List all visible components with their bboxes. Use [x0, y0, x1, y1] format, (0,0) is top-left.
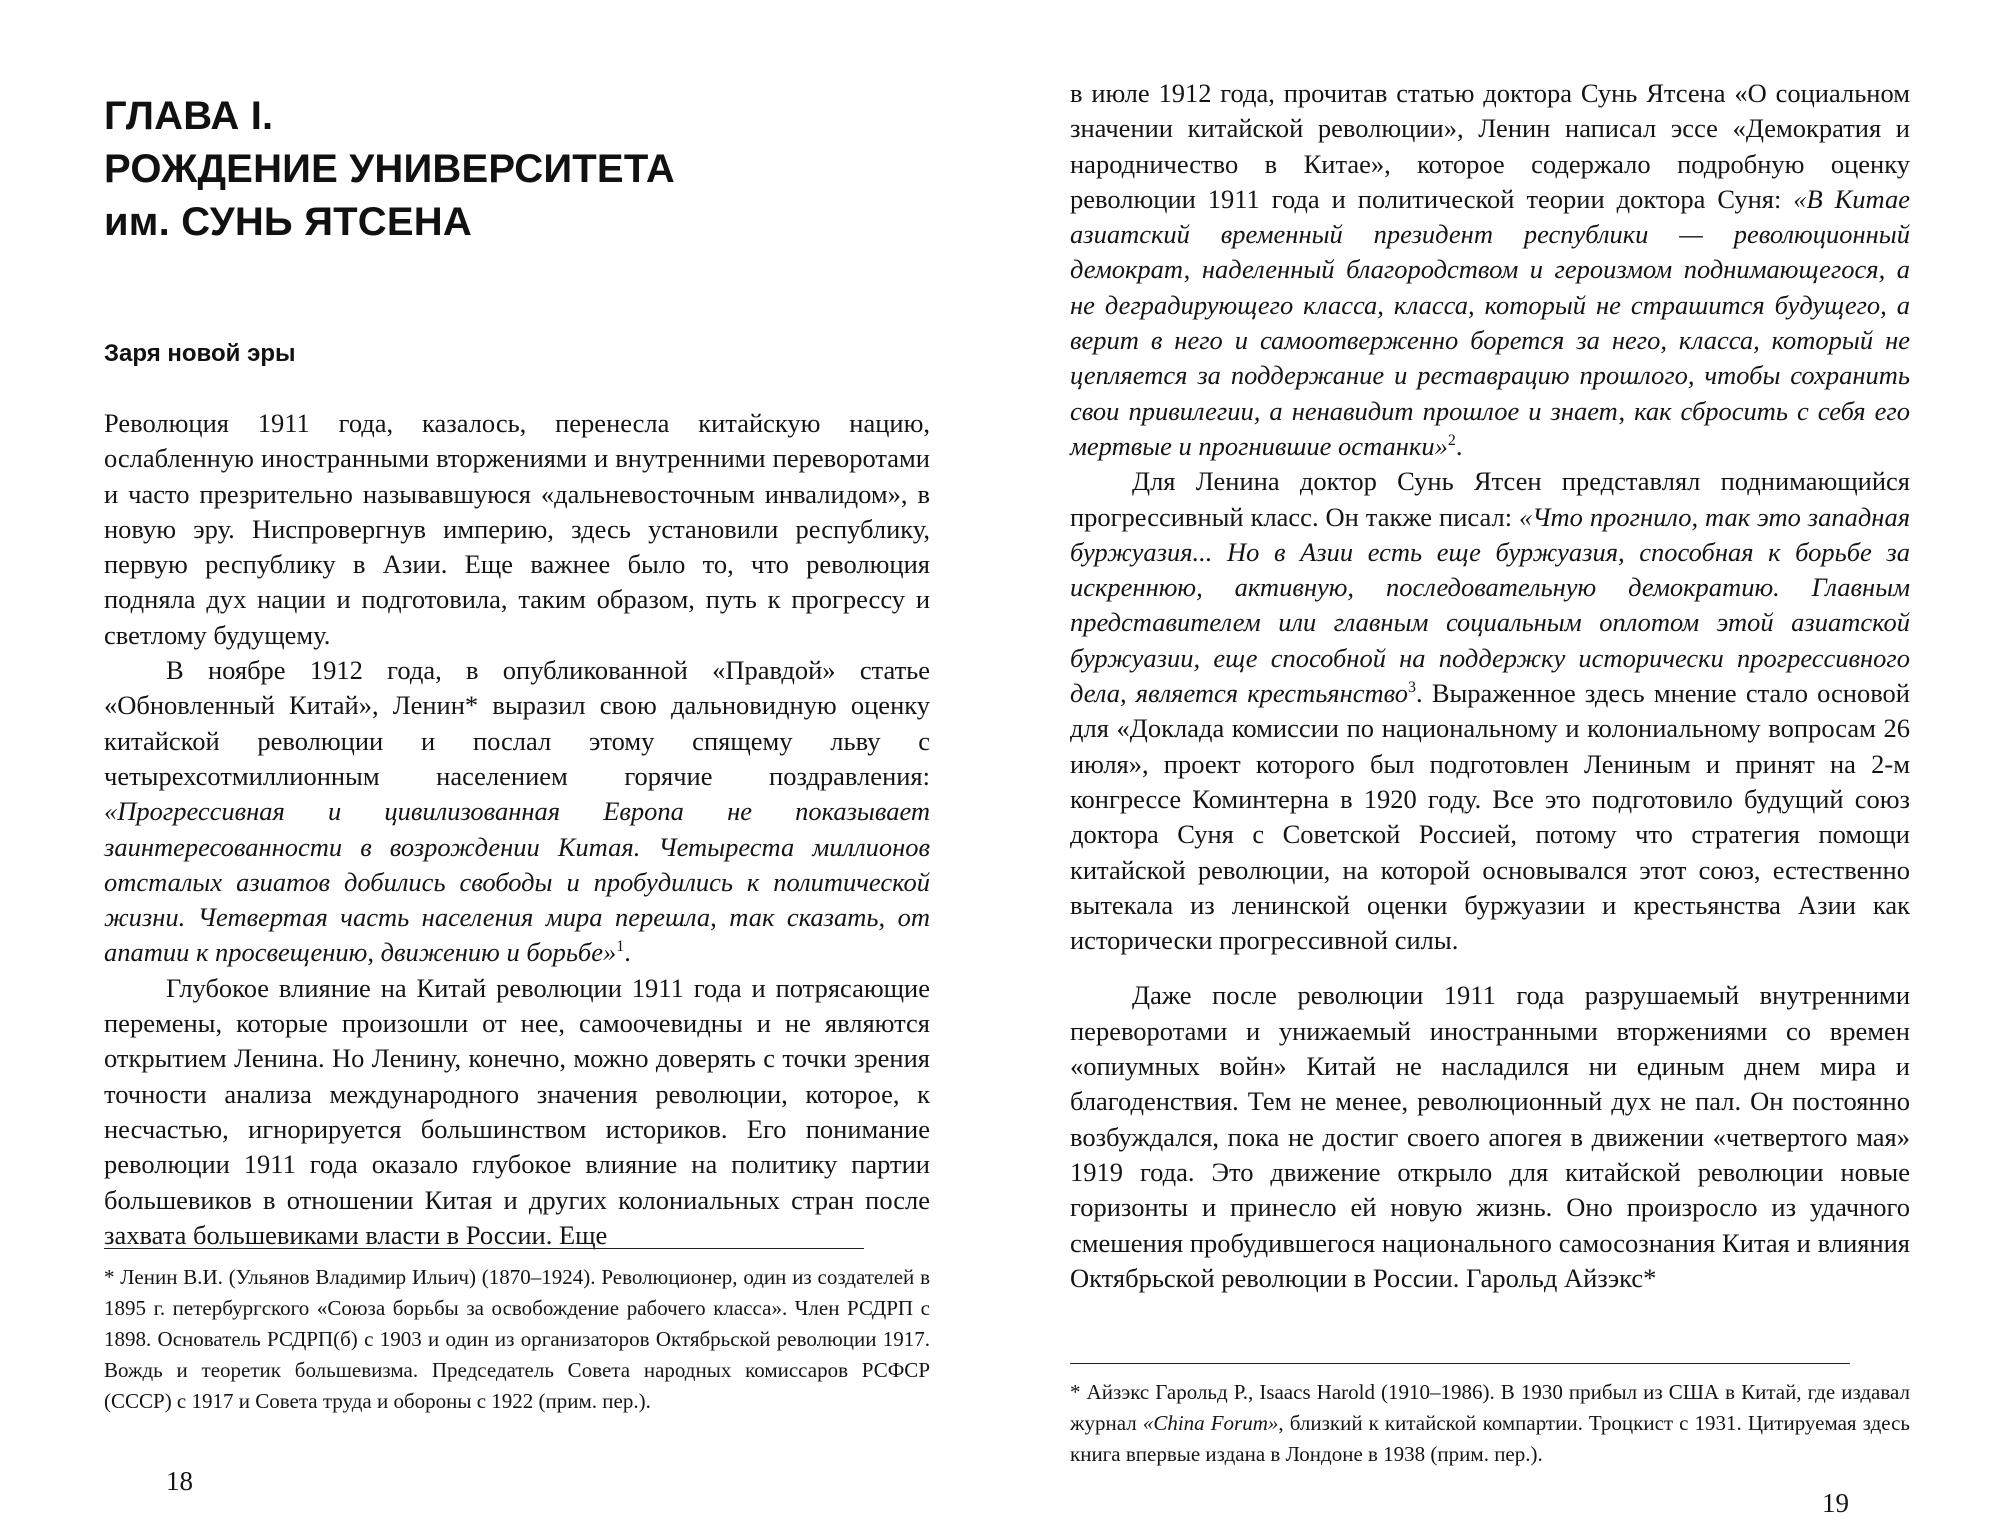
- lenin-quote: «Что прогнило, так это западная буржуазия... Но в Азии есть еще буржуазия, способная к борьбе за искреннюю, активную, последовательную демократию. Главным представителем или главным социальным оплотом этой азиатской буржуазии, еще способной на поддержку исторически прогрессивного дела, является крестьянство: [1070, 501, 1911, 709]
- footnote-text-start: * Айзэкс Гарольд Р., Isaacs Harold (1910–1986). В 1930 прибыл из США в Китай, где издавал журнал: [1070, 1380, 1910, 1435]
- page-number: 18: [166, 1466, 193, 1496]
- chapter-title-line-1: ГЛАВА I.: [104, 94, 274, 138]
- right-body-text: [1070, 76, 1910, 1296]
- footnote: [104, 1262, 930, 1417]
- paragraph: Революция 1911 года, казалось, перенесла китайскую нацию, ослабленную иностранными вторжениями и внутренними переворотами и часто презрительно называвшуюся «дальневосточным инвалидом», в новую эру. Ниспровергнув империю, здесь установили республику, первую республику в Азии. Еще важнее было то, что революция подняла дух нации и подготовила, таким образом, путь к прогрессу и светлому будущему.: [104, 408, 930, 650]
- chapter-title-line-2: РОЖДЕНИЕ УНИВЕРСИТЕТА: [104, 147, 676, 191]
- footnote-ref: 1: [616, 938, 625, 956]
- footnote-text: [1070, 1377, 1910, 1470]
- paragraph: [1070, 76, 1910, 464]
- paragraph-end: .: [624, 937, 631, 968]
- paragraph-text: в июле 1912 года, прочитав статью доктора Сунь Ятсена «О социальном значении китайской революции», Ленин написал эссе «Демократия и народничество в Китае», которое содержало подробную оценку революции 1911 года и политической теории доктора Суня:: [1070, 78, 1910, 214]
- page-number: 19: [1822, 1488, 1849, 1518]
- right-page: [1000, 0, 2000, 1529]
- paragraph-end: .: [1455, 430, 1463, 461]
- journal-title: «China Forum»: [1142, 1411, 1279, 1435]
- footnote-rule: [1070, 1363, 1850, 1364]
- footnote-rule: [104, 1248, 864, 1249]
- lenin-quote: «Прогрессивная и цивилизованная Европа не показывает заинтересованности в возрождении Китая. Четыреста миллионов отсталых азиатов добились свободы и пробудились к политической жизни. Четвертая часть населения мира перешла, так сказать, от апатии к просвещению, движению и борьбе»: [104, 796, 930, 968]
- paragraph-text: В ноябре 1912 года, в опубликованной «Правдой» статье «Обновленный Китай», Ленин* выразил свою дальновидную оценку китайской революции и послал этому спящему льву с четырехсотмиллионным населением горячие поздравления:: [104, 655, 930, 791]
- paragraph: Даже после революции 1911 года разрушаемый внутренними переворотами и унижаемый иностранными вторжениями со времен «опиумных войн» Китай не насладился ни единым днем мира и благоденствия. Тем не менее, революционный дух не пал. Он постоянно возбуждался, пока не достиг своего апогея в движении «четвертого мая» 1919 года. Это движение открыло для китайской революции новые горизонты и принесло ей новую жизнь. Оно произросло из удачного смешения пробудившегося национального самосознания Китая и влияния Октябрьской революции в России. Гарольд Айзэкс*: [1070, 980, 1910, 1293]
- chapter-title-line-3: им. СУНЬ ЯТСЕНА: [104, 200, 472, 244]
- paragraph-text: . Выраженное здесь мнение стало основой для «Доклада комиссии по национальному и колониальному вопросам 26 июля», проект которого был подготовлен Лениным и принят на 2-м конгрессе Коминтерна в 1920 году. Все это подготовило будущий союз доктора Суня с Советской Россией, потому что стратегия помощи китайской революции, на которой основывался этот союз, естественно вытекала из ленинской оценки буржуазии и крестьянства Азии как исторически прогрессивной силы.: [1070, 678, 1910, 956]
- footnote-ref: 3: [1408, 679, 1417, 697]
- left-body-text: [104, 406, 930, 1253]
- footnote-ref: 2: [1447, 432, 1456, 450]
- lenin-quote: «В Китае азиатский временный президент республики — революционный демократ, наделенный благородством и героизмом поднимающегося, а не деградирующего класса, класса, который не страшится будущего, а верит в него и самоотверженно борется за него, класса, который не цепляется за поддержание и реставрацию прошлого, чтобы сохранить свои привилегии, а ненавидит прошлое и знает, как сбросить с себя его мертвые и прогнившие останки»: [1070, 183, 1910, 461]
- paragraph: [1070, 464, 1910, 958]
- footnote-text: * Ленин В.И. (Ульянов Владимир Ильич) (1870–1924). Революционер, один из создателей в 1895 г. петербургского «Союза борьбы за освобождение рабочего класса». Член РСДРП с 1898. Основатель РСДРП(б) с 1903 и один из организаторов Октябрьской революции 1917. Вождь и теоретик большевизма. Председатель Совета народных комиссаров РСФСР (СССР) с 1917 и Совета труда и обороны с 1922 (прим. пер.).: [104, 1265, 930, 1413]
- paragraph-text: Для Ленина доктор Сунь Ятсен представлял поднимающийся прогрессивный класс. Он также писал:: [1070, 466, 1910, 532]
- paragraph: [104, 653, 930, 971]
- footnote: [1070, 1377, 1910, 1470]
- section-title: Заря новой эры: [104, 340, 296, 367]
- chapter-title: [104, 90, 804, 249]
- paragraph: Глубокое влияние на Китай революции 1911 года и потрясающие перемены, которые произошли от нее, самоочевидны и не являются открытием Ленина. Но Ленину, конечно, можно доверять с точки зрения точности анализа международного значения революции, которое, к несчастью, игнорируется большинством историков. Его понимание революции 1911 года оказало глубокое влияние на политику партии большевиков в отношении Китая и других колониальных стран после захвата большевиками власти в России. Еще: [104, 972, 930, 1250]
- footnote-text-end: , близкий к китайской компартии. Троцкист с 1931. Цитируемая здесь книга впервые издана в Лондоне в 1938 (прим. пер.).: [1070, 1411, 1910, 1466]
